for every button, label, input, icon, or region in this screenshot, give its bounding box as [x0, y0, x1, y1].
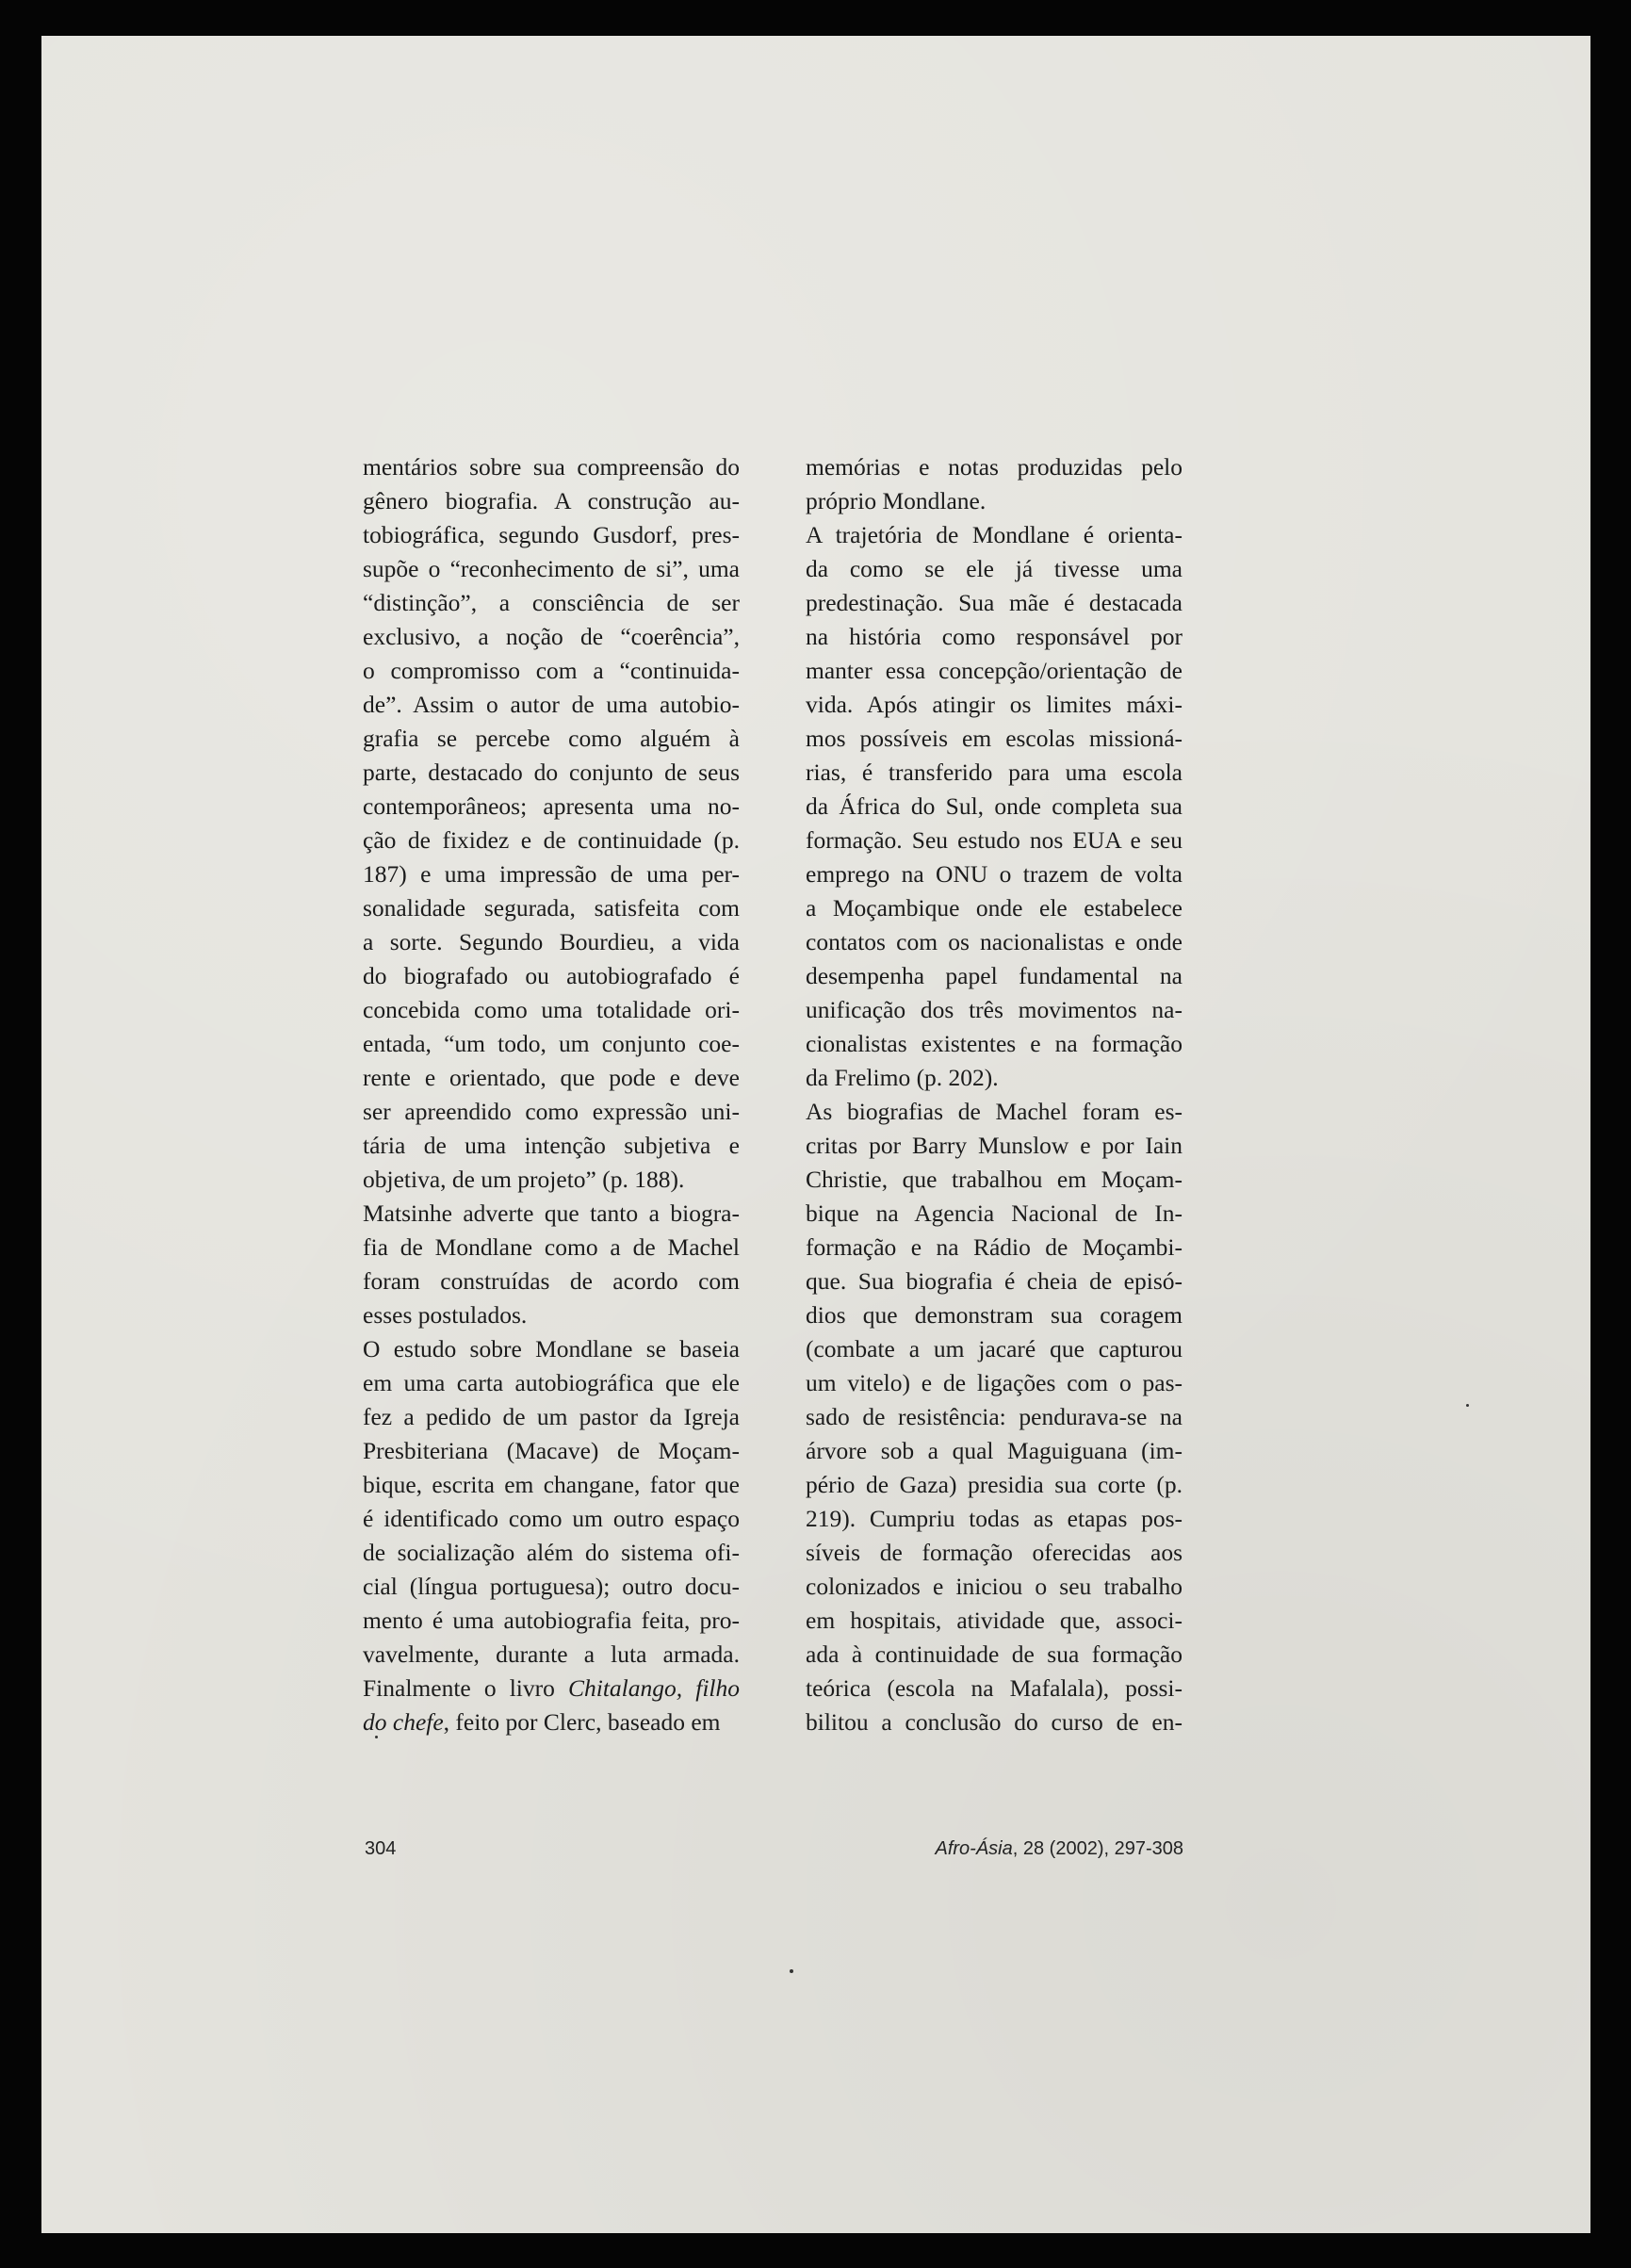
text-line: colonizados e iniciou o seu trabalho [806, 1573, 1182, 1600]
text-line: O estudo sobre Mondlane se baseia [363, 1335, 740, 1362]
text-line: ção de fixidez e de continuidade (p. [363, 826, 740, 854]
text-line: sado de resistência: pendurava-se na [806, 1403, 1182, 1430]
text-line: dios que demonstram sua coragem [806, 1301, 1182, 1329]
text-line: mos possíveis em escolas missioná- [806, 725, 1182, 752]
text-line: emprego na ONU o trazem de volta [806, 860, 1182, 888]
text-line: de socialização além do sistema ofi- [363, 1539, 740, 1566]
text-line: fez a pedido de um pastor da Igreja [363, 1403, 740, 1430]
text-line: tária de uma intenção subjetiva e [363, 1132, 740, 1159]
text-line: árvore sob a qual Maguiguana (im- [806, 1437, 1182, 1464]
text-line: fia de Mondlane como a de Machel [363, 1233, 740, 1261]
journal-name: Afro-Ásia [935, 1838, 1013, 1859]
text-line: ser apreendido como expressão uni- [363, 1098, 740, 1125]
text-line: teórica (escola na Mafalala), possi- [806, 1674, 1182, 1702]
page-number: 304 [365, 1838, 397, 1859]
text-line: esses postulados. [363, 1301, 528, 1329]
text-line: ada à continuidade de sua formação [806, 1640, 1182, 1668]
text-line: rente e orientado, que pode e deve [363, 1064, 740, 1091]
text-line: As biografias de Machel foram es- [806, 1098, 1182, 1125]
text-line: 187) e uma impressão de uma per- [363, 860, 740, 888]
text-line: manter essa concepção/orientação de [806, 657, 1182, 684]
text-line: bique, escrita em changane, fator que [363, 1471, 740, 1498]
text-line: “distinção”, a consciência de ser [363, 589, 740, 616]
text-line: (combate a um jacaré que capturou [806, 1335, 1182, 1362]
text-line: a sorte. Segundo Bourdieu, a vida [363, 928, 740, 955]
text-line: vida. Após atingir os limites máxi- [806, 691, 1182, 718]
text-line: exclusivo, a noção de “coerência”, [363, 623, 740, 650]
text-line: de”. Assim o autor de uma autobio- [363, 691, 740, 718]
text-line: contatos com os nacionalistas e onde [806, 928, 1182, 955]
text-line: vavelmente, durante a luta armada. [363, 1640, 740, 1668]
text-line-with-title [363, 1672, 740, 1705]
text-line: da África do Sul, onde completa sua [806, 792, 1182, 820]
text-line: um vitelo) e de ligações com o pas- [806, 1369, 1182, 1396]
dust-speck [375, 1736, 378, 1738]
text-line: cial (língua portuguesa); outro docu- [363, 1573, 740, 1600]
text-line: em hospitais, atividade que, associ- [806, 1607, 1182, 1634]
text-line: Christie, que trabalhou em Moçam- [806, 1166, 1182, 1193]
text-line-with-title [363, 1705, 740, 1739]
text-line: parte, destacado do conjunto de seus [363, 759, 740, 786]
text-line: mentários sobre sua compreensão do [363, 453, 740, 481]
text-line: tobiográfica, segundo Gusdorf, pres- [363, 521, 740, 548]
text-line: síveis de formação oferecidas aos [806, 1539, 1182, 1566]
left-text-column [363, 450, 740, 1739]
text-line: entada, “um todo, um conjunto coe- [363, 1030, 740, 1057]
text-line: contemporâneos; apresenta uma no- [363, 792, 740, 820]
text-line: memórias e notas produzidas pelo [806, 453, 1182, 481]
text-fragment: Finalmente o livro [363, 1674, 568, 1702]
text-line: bilitou a conclusão do curso de en- [806, 1708, 1182, 1736]
text-line: Matsinhe adverte que tanto a biogra- [363, 1199, 740, 1227]
text-line: desempenha papel fundamental na [806, 962, 1182, 989]
text-line: a Moçambique onde ele estabelece [806, 894, 1182, 922]
journal-reference [895, 1838, 1183, 1860]
text-line: sonalidade segurada, satisfeita com [363, 894, 740, 922]
text-fragment: , feito por Clerc, baseado em [443, 1708, 721, 1736]
text-line: A trajetória de Mondlane é orienta- [806, 521, 1182, 548]
journal-citation: , 28 (2002), 297-308 [1012, 1838, 1183, 1859]
text-line: mento é uma autobiografia feita, pro- [363, 1607, 740, 1634]
book-title: Chitalango, filho [567, 1674, 740, 1702]
text-line: grafia se percebe como alguém à [363, 725, 740, 752]
book-title-continued: do chefe [363, 1708, 444, 1736]
text-line: cionalistas existentes e na formação [806, 1030, 1182, 1057]
dust-speck [790, 1969, 793, 1973]
text-line: concebida como uma totalidade ori- [363, 996, 740, 1023]
text-line: do biografado ou autobiografado é [363, 962, 740, 989]
text-line: predestinação. Sua mãe é destacada [806, 589, 1182, 616]
text-line: que. Sua biografia é cheia de episó- [806, 1267, 1182, 1295]
text-line: rias, é transferido para uma escola [806, 759, 1182, 786]
text-line: próprio Mondlane. [806, 487, 987, 514]
text-line: formação e na Rádio de Moçambi- [806, 1233, 1182, 1261]
text-line: gênero biografia. A construção au- [363, 487, 740, 514]
dust-speck [1466, 1404, 1469, 1407]
text-line: supõe o “reconhecimento de si”, uma [363, 555, 740, 582]
text-line: 219). Cumpriu todas as etapas pos- [806, 1505, 1182, 1532]
text-line: na história como responsável por [806, 623, 1182, 650]
right-text-column [806, 450, 1182, 1739]
right-column-text [806, 450, 1182, 1739]
left-column-text [363, 450, 740, 1739]
text-line: critas por Barry Munslow e por Iain [806, 1132, 1182, 1159]
text-line: da Frelimo (p. 202). [806, 1064, 999, 1091]
text-line: o compromisso com a “continuida- [363, 657, 740, 684]
text-line: foram construídas de acordo com [363, 1267, 740, 1295]
text-line: unificação dos três movimentos na- [806, 996, 1182, 1023]
text-line: pério de Gaza) presidia sua corte (p. [806, 1471, 1182, 1498]
text-line: bique na Agencia Nacional de In- [806, 1199, 1182, 1227]
text-line: objetiva, de um projeto” (p. 188). [363, 1166, 685, 1193]
text-line: em uma carta autobiográfica que ele [363, 1369, 740, 1396]
text-line: da como se ele já tivesse uma [806, 555, 1182, 582]
text-line: é identificado como um outro espaço [363, 1505, 740, 1532]
text-line: Presbiteriana (Macave) de Moçam- [363, 1437, 740, 1464]
text-line: formação. Seu estudo nos EUA e seu [806, 826, 1182, 854]
